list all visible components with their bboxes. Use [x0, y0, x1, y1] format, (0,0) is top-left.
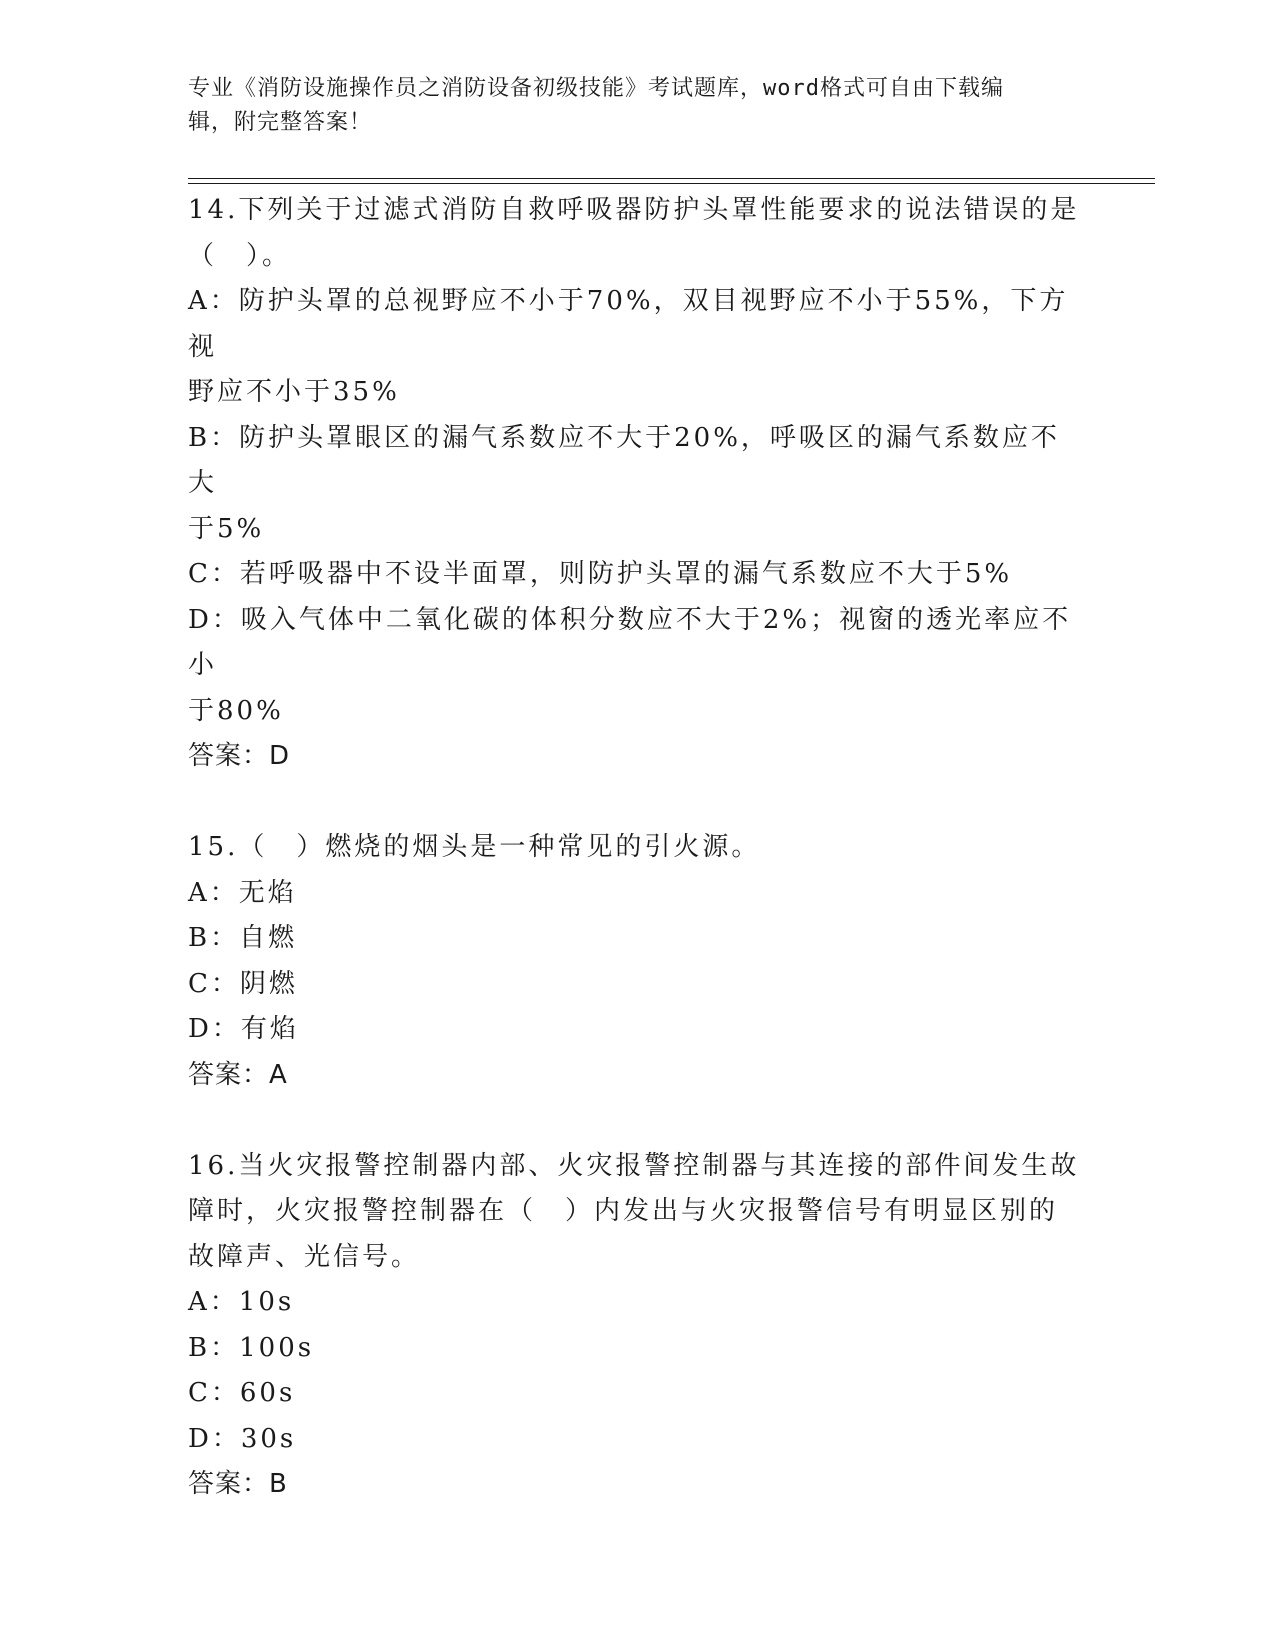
option-d-line: 于80%	[188, 695, 284, 726]
question-stem-line: 故障声、光信号。	[188, 1241, 421, 1272]
header-line-2: 辑，附完整答案！	[188, 110, 373, 135]
option-b-line: B：100s	[188, 1332, 315, 1363]
question-stem-line: 16.当火灾报警控制器内部、火灾报警控制器与其连接的部件间发生故	[188, 1150, 1080, 1181]
option-a-line: A：防护头罩的总视野应不小于70%，双目视野应不小于55%，下方视	[188, 286, 1069, 362]
header-divider-bottom	[188, 183, 1155, 184]
option-a-line: A：无焰	[188, 877, 297, 908]
answer-line: 答案：B	[188, 1469, 288, 1499]
option-a-line: 野应不小于35%	[188, 377, 400, 407]
option-a-line: A：10s	[188, 1287, 295, 1317]
answer-line: 答案：D	[188, 741, 291, 771]
question-stem-line: （ ）。	[188, 240, 292, 271]
option-b-line: B：防护头罩眼区的漏气系数应不大于20%，呼吸区的漏气系数应不大	[188, 422, 1060, 498]
answer-line: 答案：A	[188, 1059, 288, 1090]
option-b-line: B：自燃	[188, 923, 298, 953]
question-stem-line: 14.下列关于过滤式消防自救呼吸器防护头罩性能要求的说法错误的是	[188, 195, 1080, 225]
document-header	[188, 72, 1078, 140]
header-divider-top	[188, 178, 1155, 179]
question-stem-line: 障时，火灾报警控制器在（ ）内发出与火灾报警信号有明显区别的	[188, 1196, 1059, 1226]
question-list	[188, 188, 1088, 1508]
question-stem-line: 15.（ ）燃烧的烟头是一种常见的引火源。	[188, 832, 761, 862]
question-14	[188, 188, 1088, 780]
option-b-line: 于5%	[188, 513, 265, 544]
option-c-line: C：若呼吸器中不设半面罩，则防护头罩的漏气系数应不大于5%	[188, 559, 1013, 589]
option-c-line: C：60s	[188, 1378, 296, 1408]
header-line-1: 专业《消防设施操作员之消防设备初级技能》考试题库，word格式可自由下载编	[188, 76, 1004, 101]
question-15	[188, 825, 1088, 1098]
question-gap	[188, 780, 1088, 826]
question-gap	[188, 1098, 1088, 1144]
option-d-line: D：吸入气体中二氧化碳的体积分数应不大于2%；视窗的透光率应不小	[188, 604, 1072, 680]
option-c-line: C：阴燃	[188, 968, 298, 999]
option-d-line: D：有焰	[188, 1014, 299, 1044]
question-16	[188, 1144, 1088, 1508]
option-d-line: D：30s	[188, 1423, 297, 1454]
